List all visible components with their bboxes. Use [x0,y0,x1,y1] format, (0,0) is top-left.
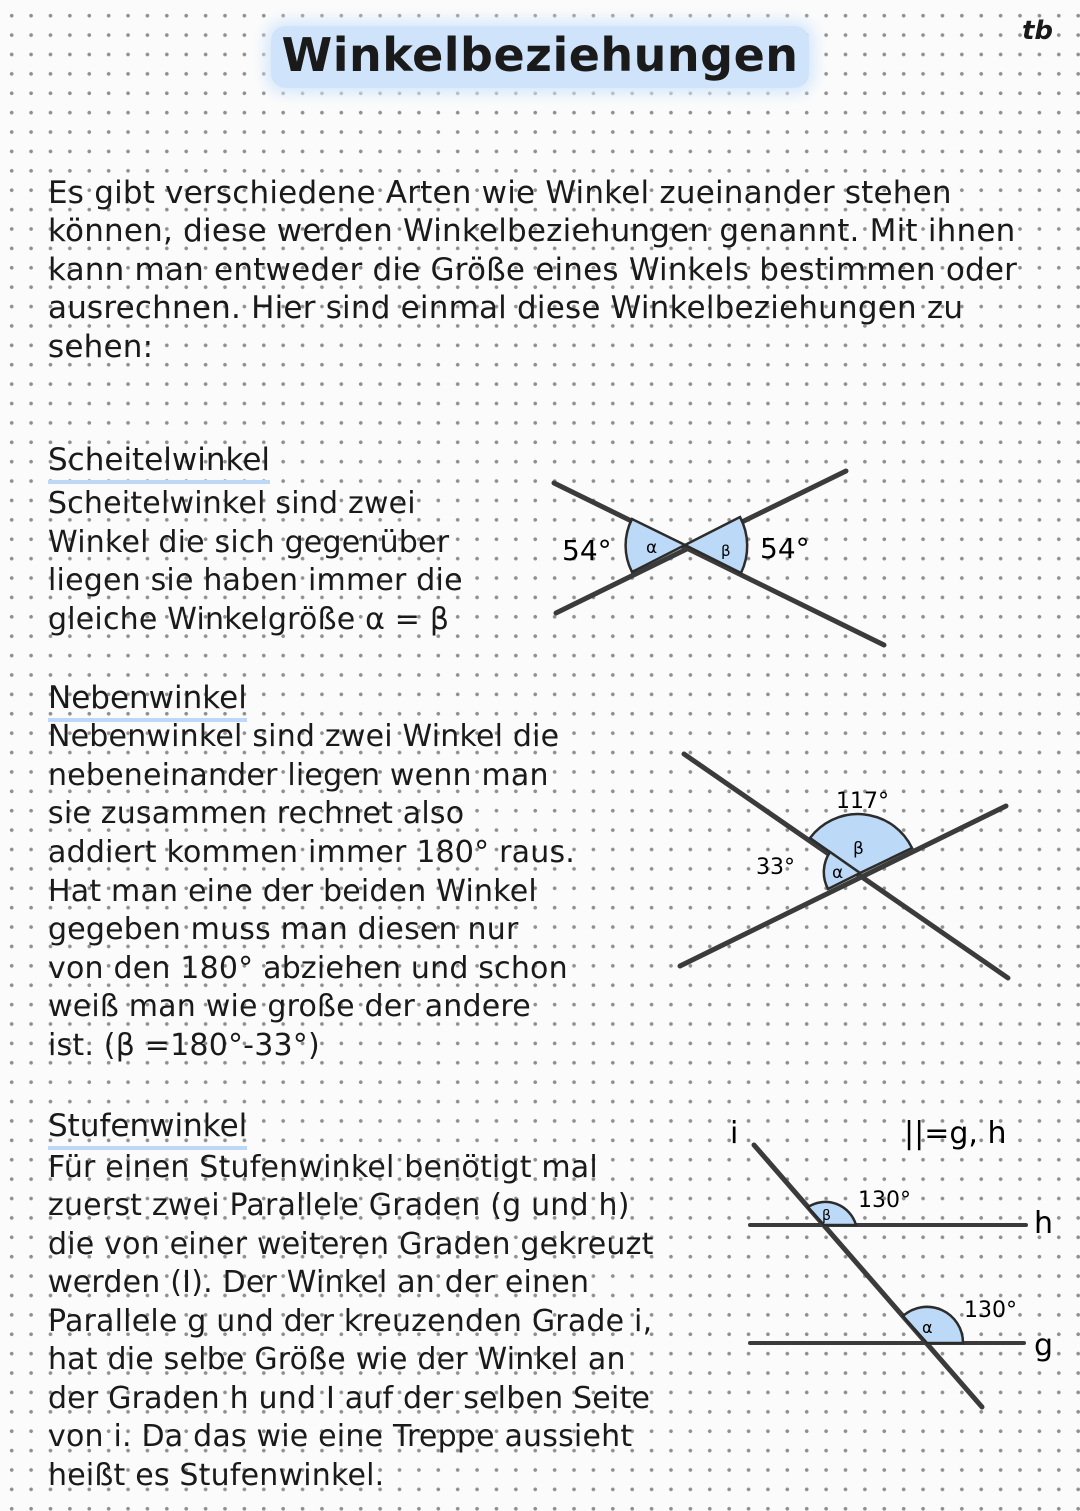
scheitelwinkel-heading: Scheitelwinkel [48,442,270,484]
nebenwinkel-text-line: nebeneinander liegen wenn man [48,758,549,793]
corner-mark: tb [1022,16,1054,46]
stufenwinkel-text-line: zuerst zwei Parallele Graden (g und h) [48,1188,630,1223]
stufenwinkel-text-line: der Graden h und I auf der selben Seite [48,1381,651,1416]
stufenwinkel-heading: Stufenwinkel [48,1108,247,1150]
beta-value-label: 117° [836,789,889,814]
alpha-value-label: 33° [756,855,795,880]
stufenwinkel-text-line: die von einer weiteren Graden gekreuzt [48,1227,654,1262]
beta-symbol: β [822,1208,831,1224]
intro-line: Es gibt verschiedene Arten wie Winkel zueinander stehen [48,175,952,211]
alpha-symbol: α [646,538,658,558]
nebenwinkel-text-line: Nebenwinkel sind zwei Winkel die [48,719,560,754]
stufenwinkel-text-line: heißt es Stufenwinkel. [48,1458,385,1493]
line-i [754,1145,982,1407]
nebenwinkel-text-line: sie zusammen rechnet also [48,796,465,831]
scheitelwinkel-diagram [540,455,900,655]
nebenwinkel-text-line: weiß man wie große der andere [48,989,531,1024]
alpha-symbol: α [832,863,844,883]
alpha-angle-arc [903,1307,963,1343]
label-i: i [730,1116,739,1151]
nebenwinkel-text-line: ist. (β =180°-33°) [48,1028,320,1063]
parallel-note: ||=g, h [904,1116,1007,1151]
nebenwinkel-heading: Nebenwinkel [48,680,247,722]
angle-label-bottom: 130° [964,1298,1017,1323]
nebenwinkel-text-line: addiert kommen immer 180° raus. [48,835,576,870]
alpha-symbol: α [922,1318,933,1337]
stufenwinkel-text-line: Für einen Stufenwinkel benötigt mal [48,1150,598,1185]
stufenwinkel-text-line: hat die selbe Größe wie der Winkel an [48,1342,626,1377]
label-h: h [1034,1206,1054,1241]
angle-label-right: 54° [760,532,810,565]
angle-label-top: 130° [858,1188,911,1213]
beta-angle-arc [808,1202,856,1225]
stufenwinkel-text-line: von i. Da das wie eine Treppe aussieht [48,1419,633,1454]
intro-line: kann man entweder die Größe eines Winkels bestimmen oder [48,252,1018,288]
stufenwinkel-diagram [720,1105,1070,1415]
nebenwinkel-diagram [660,740,1030,990]
page-title [0,28,1080,82]
beta-symbol: β [853,839,864,859]
scheitelwinkel-text-line: Winkel die sich gegenüber [48,525,450,560]
scheitelwinkel-text-line: Scheitelwinkel sind zwei [48,486,416,521]
stufenwinkel-text-line: werden (I). Der Winkel an der einen [48,1265,590,1300]
intro-line: ausrechnen. Hier sind einmal diese Winkelbeziehungen zu [48,290,964,326]
intro-line: sehen: [48,329,154,365]
scheitelwinkel-text-line: liegen sie haben immer die [48,563,463,598]
angle-label-left: 54° [562,534,612,567]
nebenwinkel-text-line: von den 180° abziehen und schon [48,951,568,986]
label-g: g [1034,1328,1054,1363]
stufenwinkel-text-line: Parallele g und der kreuzenden Grade i, [48,1304,653,1339]
page-title-text: Winkelbeziehungen [271,26,808,88]
nebenwinkel-text-line: Hat man eine der beiden Winkel [48,874,537,909]
intro-line: können, diese werden Winkelbeziehungen genannt. Mit ihnen [48,213,1016,249]
scheitelwinkel-text-line: gleiche Winkelgröße α = β [48,602,450,637]
nebenwinkel-text-line: gegeben muss man diesen nur [48,912,519,947]
beta-symbol: β [721,542,731,560]
